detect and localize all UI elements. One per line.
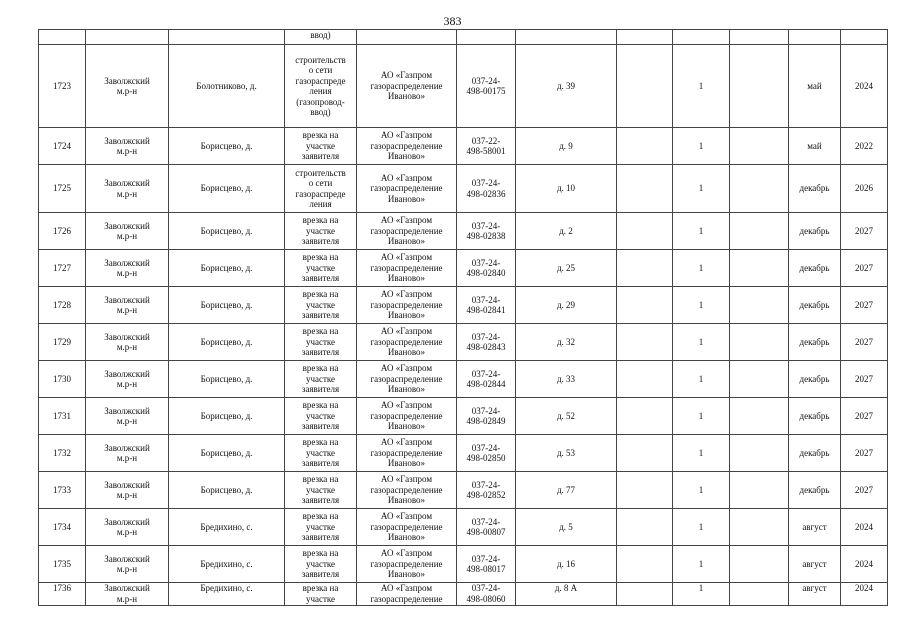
cell-num: 1733 [39,472,86,509]
cell-district [86,30,169,45]
cell-work-type: врезка на участке заявителя [285,128,357,165]
cell-settlement: Борисцево, д. [169,165,285,213]
cell-num: 1726 [39,213,86,250]
cell-org: АО «Газпром газораспределение Иваново» [357,128,457,165]
table-row [39,361,888,398]
cell-house [516,30,617,45]
cell-district: Заволжский м.р-н [86,45,169,128]
table-row [39,472,888,509]
cell-settlement: Борисцево, д. [169,398,285,435]
table-row [39,287,888,324]
cell-org: АО «Газпром газораспределение [357,583,457,606]
cell-num: 1731 [39,398,86,435]
cell-org: АО «Газпром газораспределение Иваново» [357,213,457,250]
cell-qty: 1 [673,165,730,213]
cell-month: август [789,583,841,606]
cell-house: д. 10 [516,165,617,213]
cell-district: Заволжский м.р-н [86,472,169,509]
cell-org: АО «Газпром газораспределение Иваново» [357,361,457,398]
cell-district: Заволжский м.р-н [86,250,169,287]
cell-qty: 1 [673,45,730,128]
cell-qty [673,30,730,45]
cell-work-type: врезка на участке заявителя [285,472,357,509]
cell-year: 2027 [841,250,888,287]
cell-org: АО «Газпром газораспределение Иваново» [357,472,457,509]
cell-year: 2024 [841,45,888,128]
cell-org: АО «Газпром газораспределение Иваново» [357,324,457,361]
cell-num: 1729 [39,324,86,361]
cell-num: 1736 [39,583,86,606]
cell-month: декабрь [789,472,841,509]
cell-code: 037-22- 498-58001 [457,128,516,165]
cell-month: декабрь [789,435,841,472]
cell-house: д. 5 [516,509,617,546]
cell-code: 037-24- 498-00807 [457,509,516,546]
cell-house: д. 52 [516,398,617,435]
cell-empty-10 [730,30,789,45]
cell-code: 037-24- 498-08017 [457,546,516,583]
cell-org: АО «Газпром газораспределение Иваново» [357,45,457,128]
cell-code: 037-24- 498-02841 [457,287,516,324]
cell-work-type: врезка на участке заявителя [285,361,357,398]
cell-month: декабрь [789,250,841,287]
cell-house: д. 2 [516,213,617,250]
cell-org: АО «Газпром газораспределение Иваново» [357,435,457,472]
cell-district: Заволжский м.р-н [86,287,169,324]
cell-empty-10 [730,128,789,165]
cell-house: д. 16 [516,546,617,583]
cell-org: АО «Газпром газораспределение Иваново» [357,398,457,435]
cell-month: декабрь [789,324,841,361]
cell-empty-10 [730,213,789,250]
cell-year: 2027 [841,324,888,361]
cell-empty-10 [730,361,789,398]
cell-empty-10 [730,324,789,361]
cell-code [457,30,516,45]
cell-qty: 1 [673,435,730,472]
cell-empty-10 [730,165,789,213]
cell-year: 2027 [841,398,888,435]
cell-empty-10 [730,287,789,324]
cell-qty: 1 [673,472,730,509]
cell-house: д. 32 [516,324,617,361]
gas-connection-table [38,29,888,606]
table-row-partial [39,30,888,45]
cell-qty: 1 [673,509,730,546]
cell-work-type: врезка на участке заявителя [285,324,357,361]
table-row [39,546,888,583]
cell-empty-10 [730,546,789,583]
cell-empty-8 [617,45,673,128]
cell-num: 1725 [39,165,86,213]
cell-settlement: Борисцево, д. [169,213,285,250]
cell-num: 1730 [39,361,86,398]
cell-settlement: Бредихино, с. [169,583,285,606]
cell-code: 037-24- 498-02852 [457,472,516,509]
cell-work-type: врезка на участке заявителя [285,435,357,472]
cell-org: АО «Газпром газораспределение Иваново» [357,509,457,546]
cell-month: декабрь [789,165,841,213]
table-row [39,398,888,435]
cell-year: 2024 [841,583,888,606]
cell-empty-8 [617,398,673,435]
cell-district: Заволжский м.р-н [86,361,169,398]
cell-work-type: врезка на участке заявителя [285,398,357,435]
cell-empty-8 [617,128,673,165]
cell-settlement: Болотниково, д. [169,45,285,128]
cell-work-type: врезка на участке заявителя [285,250,357,287]
cell-empty-8 [617,165,673,213]
cell-district: Заволжский м.р-н [86,546,169,583]
cell-empty-8 [617,250,673,287]
cell-qty: 1 [673,250,730,287]
cell-num: 1724 [39,128,86,165]
cell-district: Заволжский м.р-н [86,165,169,213]
cell-year: 2022 [841,128,888,165]
cell-month: декабрь [789,398,841,435]
cell-empty-8 [617,472,673,509]
cell-district: Заволжский м.р-н [86,583,169,606]
table-row [39,250,888,287]
cell-month: декабрь [789,213,841,250]
table-row [39,509,888,546]
cell-year [841,30,888,45]
cell-house: д. 77 [516,472,617,509]
cell-org: АО «Газпром газораспределение Иваново» [357,165,457,213]
cell-num: 1734 [39,509,86,546]
cell-district: Заволжский м.р-н [86,128,169,165]
table-row [39,128,888,165]
cell-month [789,30,841,45]
cell-work-type: врезка на участке заявителя [285,509,357,546]
cell-num: 1735 [39,546,86,583]
cell-work-type: строительств о сети газораспреде ления (газопровод- ввод) [285,45,357,128]
cell-settlement: Борисцево, д. [169,128,285,165]
cell-district: Заволжский м.р-н [86,435,169,472]
cell-qty: 1 [673,213,730,250]
cell-org: АО «Газпром газораспределение Иваново» [357,546,457,583]
cell-org: АО «Газпром газораспределение Иваново» [357,250,457,287]
cell-empty-8 [617,213,673,250]
cell-empty-10 [730,583,789,606]
cell-work-type: врезка на участке [285,583,357,606]
cell-empty-8 [617,361,673,398]
cell-year: 2026 [841,165,888,213]
cell-settlement: Борисцево, д. [169,287,285,324]
table-row [39,165,888,213]
cell-month: май [789,128,841,165]
cell-num: 1728 [39,287,86,324]
cell-month: август [789,509,841,546]
cell-qty: 1 [673,546,730,583]
cell-month: декабрь [789,361,841,398]
cell-num: 1727 [39,250,86,287]
cell-org: АО «Газпром газораспределение Иваново» [357,287,457,324]
cell-empty-10 [730,435,789,472]
cell-empty-10 [730,250,789,287]
table-row [39,213,888,250]
cell-settlement: Бредихино, с. [169,546,285,583]
table-row [39,324,888,361]
cell-code: 037-24- 498-02838 [457,213,516,250]
cell-empty-8 [617,30,673,45]
cell-empty-8 [617,324,673,361]
cell-code: 037-24- 498-08060 [457,583,516,606]
cell-settlement: Бредихино, с. [169,509,285,546]
cell-work-type: врезка на участке заявителя [285,287,357,324]
cell-settlement: Борисцево, д. [169,472,285,509]
cell-settlement: Борисцево, д. [169,435,285,472]
cell-qty: 1 [673,361,730,398]
cell-qty: 1 [673,287,730,324]
cell-month: декабрь [789,287,841,324]
table-body [39,30,888,606]
cell-work-type: врезка на участке заявителя [285,546,357,583]
cell-year: 2027 [841,287,888,324]
cell-house: д. 9 [516,128,617,165]
cell-code: 037-24- 498-00175 [457,45,516,128]
cell-code: 037-24- 498-02850 [457,435,516,472]
cell-work-type: строительств о сети газораспреде ления [285,165,357,213]
cell-house: д. 8 А [516,583,617,606]
cell-qty: 1 [673,398,730,435]
cell-qty: 1 [673,583,730,606]
cell-num: 1723 [39,45,86,128]
cell-year: 2024 [841,509,888,546]
cell-num: 1732 [39,435,86,472]
cell-empty-10 [730,509,789,546]
cell-empty-10 [730,472,789,509]
cell-year: 2027 [841,472,888,509]
table-row [39,583,888,606]
cell-empty-8 [617,509,673,546]
cell-work-type: ввод) [285,30,357,45]
cell-house: д. 53 [516,435,617,472]
cell-settlement [169,30,285,45]
cell-empty-10 [730,398,789,435]
cell-year: 2024 [841,546,888,583]
cell-settlement: Борисцево, д. [169,324,285,361]
cell-district: Заволжский м.р-н [86,324,169,361]
cell-qty: 1 [673,128,730,165]
cell-empty-8 [617,546,673,583]
cell-code: 037-24- 498-02836 [457,165,516,213]
cell-year: 2027 [841,361,888,398]
table-row [39,45,888,128]
cell-district: Заволжский м.р-н [86,509,169,546]
cell-settlement: Борисцево, д. [169,361,285,398]
cell-house: д. 39 [516,45,617,128]
cell-code: 037-24- 498-02843 [457,324,516,361]
page-number: 383 [443,14,462,28]
cell-empty-10 [730,45,789,128]
cell-code: 037-24- 498-02844 [457,361,516,398]
cell-empty-8 [617,287,673,324]
cell-org [357,30,457,45]
table-row [39,435,888,472]
cell-month: август [789,546,841,583]
cell-work-type: врезка на участке заявителя [285,213,357,250]
cell-code: 037-24- 498-02849 [457,398,516,435]
cell-house: д. 33 [516,361,617,398]
cell-settlement: Борисцево, д. [169,250,285,287]
cell-empty-8 [617,435,673,472]
cell-house: д. 29 [516,287,617,324]
cell-empty-8 [617,583,673,606]
cell-district: Заволжский м.р-н [86,213,169,250]
cell-year: 2027 [841,213,888,250]
cell-month: май [789,45,841,128]
cell-district: Заволжский м.р-н [86,398,169,435]
cell-code: 037-24- 498-02840 [457,250,516,287]
cell-qty: 1 [673,324,730,361]
cell-num [39,30,86,45]
cell-year: 2027 [841,435,888,472]
cell-house: д. 25 [516,250,617,287]
